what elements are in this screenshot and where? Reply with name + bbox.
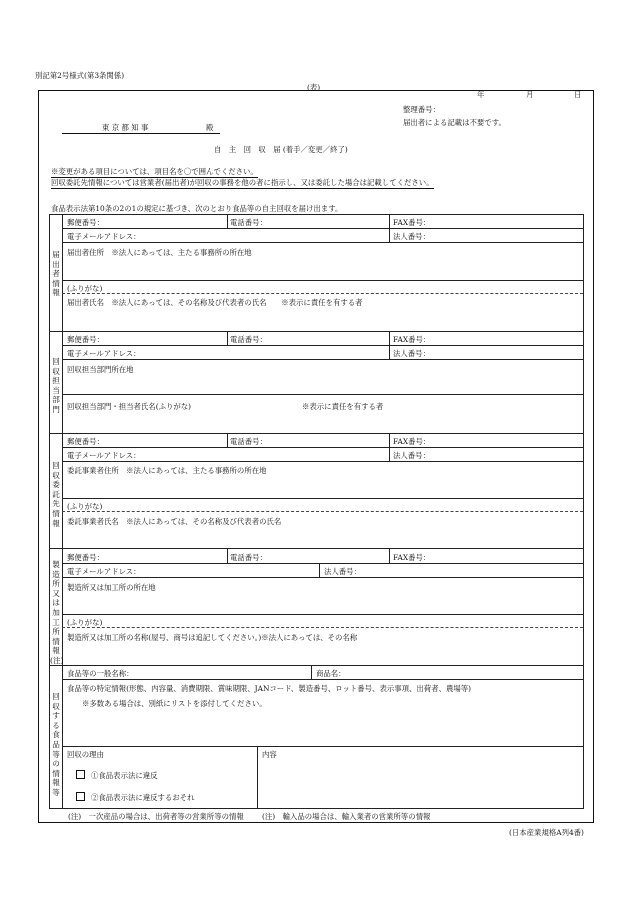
cell-line: [389, 214, 390, 242]
food-general-name-label: 食品等の一般名称：: [67, 669, 134, 678]
furigana-divider: [62, 293, 583, 294]
factory-fax-label: FAX番号：: [393, 553, 431, 562]
factory-section-label: 製造所又は加工所情報(注): [50, 560, 64, 665]
row-line: [62, 447, 583, 448]
dept-address-label: 回収担当部門所在地: [67, 365, 134, 374]
contractor-corp-label: 法人番号：: [393, 451, 430, 460]
change-note: ※変更がある項目については、項目名を〇で囲んでください。: [51, 167, 258, 176]
cell-line: [227, 433, 228, 447]
applicant-section-label: 届出者情報: [52, 250, 60, 298]
row-line: [62, 461, 583, 462]
contractor-section-label: 回収委託先情報: [52, 461, 60, 528]
cell-line: [257, 746, 258, 808]
row-line: [62, 679, 583, 680]
form-title: 自 主 回 収 届 (着手／変更／終了): [214, 145, 348, 154]
applicant-phone-label: 電話番号：: [230, 218, 267, 227]
dept-person-label: 回収担当部門・担当者氏名(ふりがな): [67, 402, 192, 411]
contractor-note: 回収委託先情報については営業者(届出者)が回収の事務を他の者に指示し、又は委託した場合は記載してください。: [51, 178, 434, 187]
section-divider: [49, 433, 584, 434]
reason-option-violation-text: ①食品表示法に違反: [91, 771, 158, 780]
row-line: [62, 563, 583, 564]
food-specific-info-label: 食品等の特定情報(形態、内容量、消費期限、賞味期限、JANコード、製造番号、ロット番号、表示事項、出荷者、農場等): [67, 684, 472, 693]
dept-postal-label: 郵便番号：: [67, 335, 104, 344]
cell-line: [227, 331, 228, 345]
footnote-imports: (注) 輸入品の場合は、輸入業者の営業所等の情報: [262, 812, 431, 821]
date-year-label: 年: [477, 90, 485, 99]
factory-name-label: 製造所又は加工所の名称(屋号、商号は追記してください。)※法人にあっては、その名称: [67, 633, 358, 642]
reason-option-possible-violation[interactable]: [76, 792, 194, 803]
cell-line: [389, 548, 390, 563]
applicant-furigana-label: (ふりがな): [67, 284, 103, 293]
row-line: [62, 345, 583, 346]
cell-line: [227, 548, 228, 563]
dept-corp-label: 法人番号：: [393, 349, 430, 358]
applicant-fax-label: FAX番号：: [393, 218, 431, 227]
cell-line: [311, 665, 312, 679]
row-line: [62, 614, 583, 615]
food-list-note: ※多数ある場合は、別紙にリストを添付してください。: [82, 699, 267, 708]
reference-number-note: 届出者による記載は不要です。: [403, 118, 506, 127]
row-line: [62, 280, 583, 281]
row-line: [62, 359, 583, 360]
contractor-name-label: 委託事業者氏名 ※法人にあっては、その名称及び代表者の氏名: [67, 517, 282, 526]
cell-line: [389, 331, 390, 359]
factory-corp-label: 法人番号：: [324, 567, 361, 576]
contractor-furigana-label: (ふりがな): [67, 502, 103, 511]
row-line: [62, 498, 583, 499]
date-month-label: 月: [526, 90, 534, 99]
cell-line: [319, 563, 320, 577]
dept-fax-label: FAX番号：: [393, 335, 431, 344]
date-day-label: 日: [574, 90, 582, 99]
checkbox[interactable]: [76, 792, 85, 801]
reason-option-possible-violation-text: ②食品表示法に違反するおそれ: [91, 793, 195, 802]
form-number-label: 別記第2号様式(第3条関係): [35, 71, 125, 80]
addressee-honorific: 殿: [206, 123, 214, 132]
contractor-email-label: 電子メールアドレス：: [67, 451, 141, 460]
table-top-border: [49, 214, 584, 215]
dept-responsibility-note: ※表示に責任を有する者: [302, 402, 384, 411]
furigana-divider: [62, 511, 583, 512]
factory-email-label: 電子メールアドレス：: [67, 567, 141, 576]
addressee: 東 京 都 知 事: [102, 123, 149, 132]
table-right-border: [583, 214, 584, 808]
table-bottom-border: [49, 808, 584, 809]
row-line: [62, 228, 583, 229]
food-section-label: 回収する食品等の情報等: [52, 692, 60, 797]
applicant-postal-label: 郵便番号：: [67, 218, 104, 227]
applicant-email-label: 電子メールアドレス：: [67, 232, 141, 241]
front-side-label: (表): [307, 83, 321, 92]
row-line: [62, 242, 583, 243]
checkbox[interactable]: [76, 770, 85, 779]
applicant-name-label: 届出者氏名 ※法人にあっては、その名称及び代表者の氏名 ※表示に責任を有する者: [67, 298, 363, 307]
contractor-postal-label: 郵便番号：: [67, 437, 104, 446]
contractor-fax-label: FAX番号：: [393, 437, 431, 446]
recall-dept-section-label: 回収担当部門: [52, 357, 60, 414]
reason-option-violation[interactable]: [76, 770, 158, 781]
section-divider: [49, 665, 584, 666]
addressee-line: [62, 123, 220, 134]
row-line: [62, 746, 583, 747]
footnote-primary-products: (注) 一次産品の場合は、出荷者等の営業所等の情報: [68, 812, 244, 821]
contractor-address-label: 委託事業者住所 ※法人にあっては、主たる事務所の所在地: [67, 466, 267, 475]
applicant-corp-label: 法人番号：: [393, 232, 430, 241]
applicant-address-label: 届出者住所 ※法人にあっては、主たる事務所の所在地: [67, 248, 252, 257]
recall-reason-label: 回収の理由: [67, 750, 104, 759]
furigana-divider: [62, 627, 583, 628]
cell-line: [227, 214, 228, 228]
paper-standard-label: (日本産業規格A列4番): [509, 828, 584, 837]
row-line: [62, 394, 583, 395]
dept-email-label: 電子メールアドレス：: [67, 349, 141, 358]
row-line: [62, 577, 583, 578]
food-product-name-label: 商品名：: [316, 669, 346, 678]
recall-content-label: 内容: [262, 750, 277, 759]
factory-phone-label: 電話番号：: [230, 553, 267, 562]
cell-line: [389, 433, 390, 461]
factory-furigana-label: (ふりがな): [67, 618, 103, 627]
contractor-phone-label: 電話番号：: [230, 437, 267, 446]
section-divider: [49, 548, 584, 549]
reference-number-label: 整理番号：: [403, 105, 440, 114]
section-divider: [49, 331, 584, 332]
dept-phone-label: 電話番号：: [230, 335, 267, 344]
factory-postal-label: 郵便番号：: [67, 553, 104, 562]
factory-address-label: 製造所又は加工所の所在地: [67, 583, 156, 592]
intro-text: 食品表示法第10条の2の1の規定に基づき、次のとおり食品等の自主回収を届け出ます。: [51, 204, 343, 213]
